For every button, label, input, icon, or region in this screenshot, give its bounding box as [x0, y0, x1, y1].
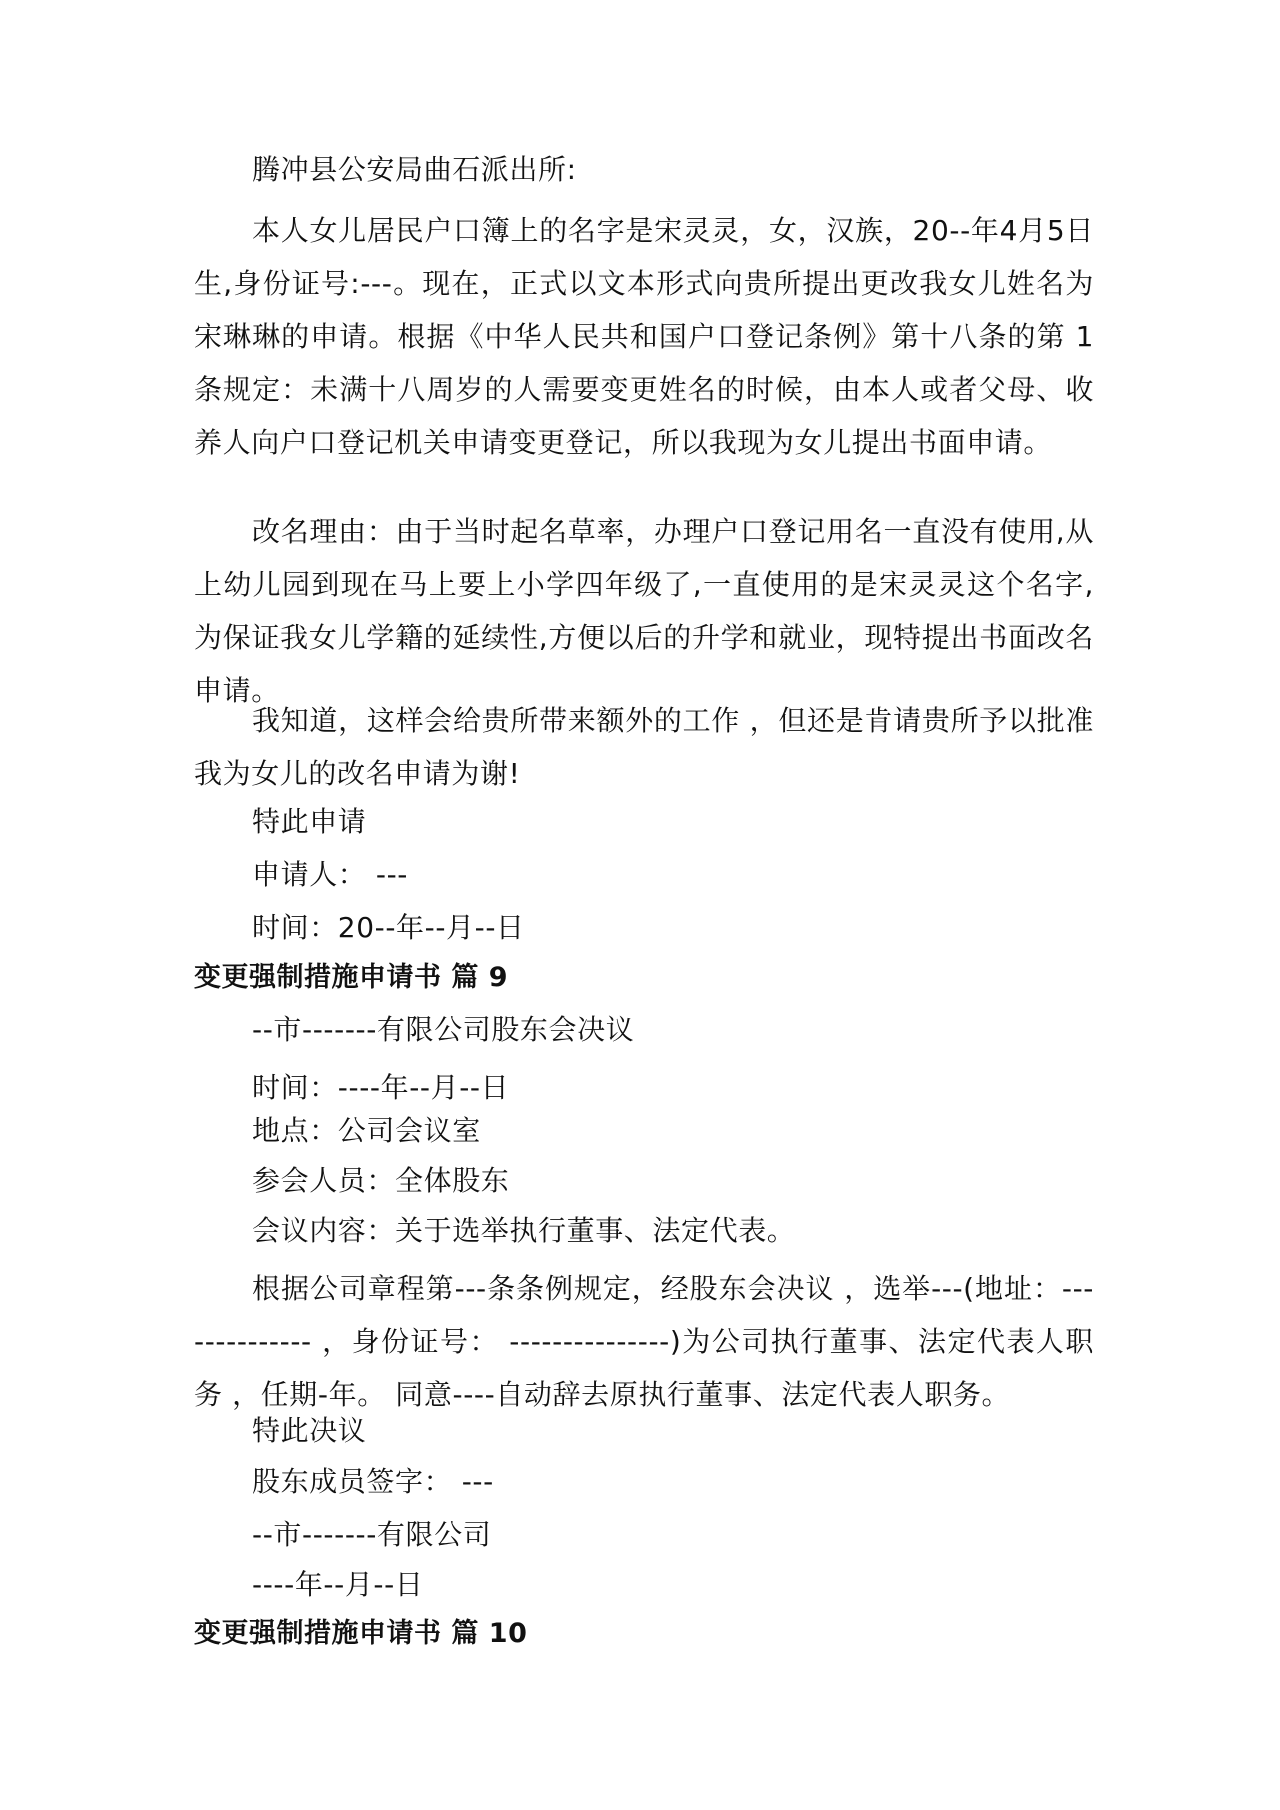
paragraph-resolution: 根据公司章程第---条条例规定，经股东会决议 ，选举---(地址：-------------- ，身份证号： ---------------)为公司执行董事、法定代表人职务 ，任期-年。 同意----自动辞去原执行董事、法定代表人职务。 [194, 1272, 1094, 1411]
meeting-content: 会议内容：关于选举执行董事、法定代表。 [252, 1214, 796, 1247]
closing-line: 特此申请 [252, 805, 367, 838]
resolution-closing: 特此决议 [252, 1414, 367, 1447]
meeting-place: 地点：公司会议室 [252, 1114, 481, 1147]
company-name: --市-------有限公司 [252, 1518, 492, 1551]
date-line: 时间：20--年--月--日 [252, 911, 525, 944]
paragraph-request: 我知道，这样会给贵所带来额外的工作 ，但还是肯请贵所予以批准我为女儿的改名申请为谢! [194, 704, 1094, 790]
section-heading-9: 变更强制措施申请书 篇 9 [194, 962, 509, 993]
meeting-time: 时间：----年--月--日 [252, 1071, 510, 1104]
paragraph-application-body: 本人女儿居民户口簿上的名字是宋灵灵，女，汉族，20--年4月5日生,身份证号:---。现在，正式以文本形式向贵所提出更改我女儿姓名为宋琳琳的申请。根据《中华人民共和国户口登记条例》第十八条的第 1 条规定：未满十八周岁的人需要变更姓名的时候，由本人或者父母、收养人向户口登记机关申请变更登记，所以我现为女儿提出书面申请。 [194, 214, 1094, 459]
resolution-title: --市-------有限公司股东会决议 [252, 1013, 635, 1046]
applicant-line: 申请人： --- [252, 858, 409, 891]
paragraph-reason: 改名理由：由于当时起名草率，办理户口登记用名一直没有使用,从上幼儿园到现在马上要上小学四年级了,一直使用的是宋灵灵这个名字,为保证我女儿学籍的延续性,方便以后的升学和就业，现特提出书面改名申请。 [194, 515, 1094, 707]
addressee: 腾冲县公安局曲石派出所: [252, 153, 577, 186]
resolution-date: ----年--月--日 [252, 1568, 424, 1601]
meeting-attendees: 参会人员：全体股东 [252, 1164, 510, 1197]
section-heading-10: 变更强制措施申请书 篇 10 [194, 1618, 528, 1649]
shareholder-signature: 股东成员签字： --- [252, 1465, 494, 1498]
